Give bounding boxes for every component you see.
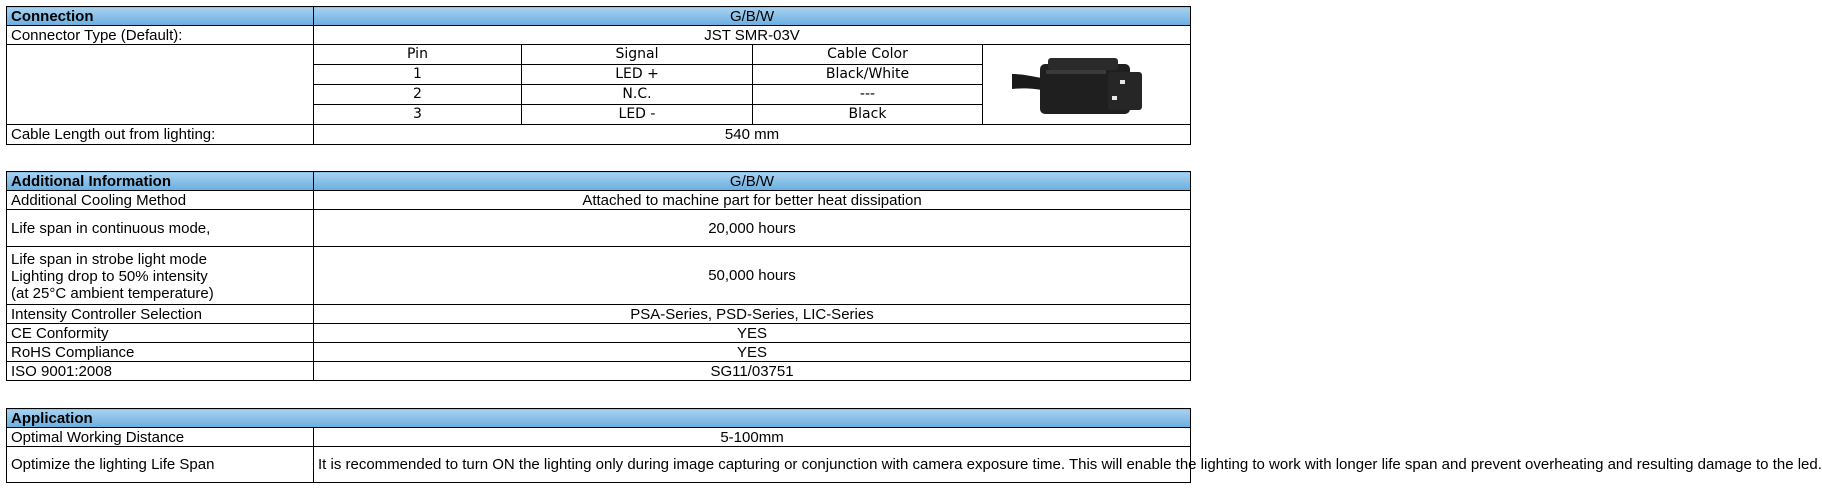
ce-value: YES xyxy=(314,324,1191,343)
strobe-life-label xyxy=(7,247,314,305)
cooling-method-label: Additional Cooling Method xyxy=(7,191,314,210)
connector-type-value: JST SMR-03V xyxy=(314,26,1191,45)
working-distance-label: Optimal Working Distance xyxy=(7,428,314,447)
connection-title: Connection xyxy=(7,7,314,26)
connector-image-cell xyxy=(983,45,1191,125)
pin-3-signal: LED - xyxy=(522,105,753,125)
connector-image xyxy=(1012,50,1162,120)
rohs-label: RoHS Compliance xyxy=(7,343,314,362)
iso-label: ISO 9001:2008 xyxy=(7,362,314,381)
connection-table xyxy=(6,6,1191,145)
working-distance-value: 5-100mm xyxy=(314,428,1191,447)
pin-2-signal: N.C. xyxy=(522,85,753,105)
life-span-value: It is recommended to turn ON the lighting only during image capturing or conjunction with camera exposure time. This will enable the lighting to work with longer life span and prevent overheating and resulting damage to the led. xyxy=(314,447,1191,483)
additional-info-value: G/B/W xyxy=(314,172,1191,191)
signal-header: Signal xyxy=(522,45,753,65)
pin-1-color: Black/White xyxy=(753,65,983,85)
controller-label: Intensity Controller Selection xyxy=(7,305,314,324)
additional-info-title: Additional Information xyxy=(7,172,314,191)
pin-2-number: 2 xyxy=(314,85,522,105)
strobe-life-line-1: Life span in strobe light mode xyxy=(11,251,207,268)
life-span-label: Optimize the lighting Life Span xyxy=(7,447,314,483)
controller-value: PSA-Series, PSD-Series, LIC-Series xyxy=(314,305,1191,324)
cooling-method-value: Attached to machine part for better heat dissipation xyxy=(314,191,1191,210)
rohs-value: YES xyxy=(314,343,1191,362)
connector-type-label: Connector Type (Default): xyxy=(7,26,314,45)
pin-1-signal: LED + xyxy=(522,65,753,85)
pin-header: Pin xyxy=(314,45,522,65)
strobe-life-value: 50,000 hours xyxy=(314,247,1191,305)
pin-table-spacer xyxy=(7,45,314,125)
iso-value: SG11/03751 xyxy=(314,362,1191,381)
continuous-life-label: Life span in continuous mode, xyxy=(7,210,314,247)
cable-length-value: 540 mm xyxy=(314,125,1191,145)
pin-3-color: Black xyxy=(753,105,983,125)
cable-color-header: Cable Color xyxy=(753,45,983,65)
strobe-life-line-2: Lighting drop to 50% intensity xyxy=(11,268,208,285)
strobe-life-line-3: (at 25°C ambient temperature) xyxy=(11,285,214,302)
cable-length-label: Cable Length out from lighting: xyxy=(7,125,314,145)
pin-2-color: --- xyxy=(753,85,983,105)
continuous-life-value: 20,000 hours xyxy=(314,210,1191,247)
application-title: Application xyxy=(7,409,1191,428)
connection-value: G/B/W xyxy=(314,7,1191,26)
pin-3-number: 3 xyxy=(314,105,522,125)
application-table xyxy=(6,408,1822,483)
pin-1-number: 1 xyxy=(314,65,522,85)
additional-info-table xyxy=(6,171,1191,381)
ce-label: CE Conformity xyxy=(7,324,314,343)
